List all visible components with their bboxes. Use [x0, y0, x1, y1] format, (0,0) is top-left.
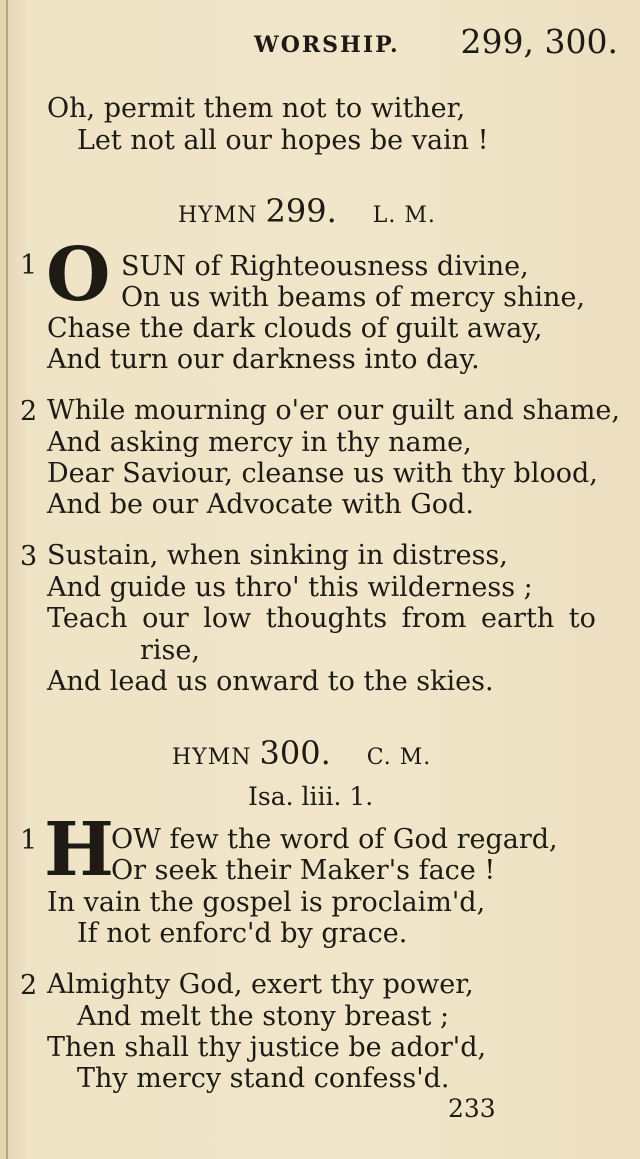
verse-number: 1 [20, 825, 38, 856]
verse-line: OW few the word of God regard, [111, 824, 558, 855]
verse-line: Dear Saviour, cleanse us with thy blood, [47, 458, 598, 489]
verse-number: 2 [20, 396, 38, 427]
running-head-hymn-numbers: 299, 300. [460, 22, 618, 61]
verse-line: Thy mercy stand confess'd. [77, 1063, 450, 1094]
verse-line: Almighty God, exert thy power, [47, 969, 474, 1000]
scripture-reference: Isa. liii. 1. [248, 782, 374, 811]
hymn-299-heading [178, 192, 436, 230]
hymn-meter: C. M. [366, 745, 432, 770]
drop-cap: H [44, 807, 114, 893]
page-number: 233 [448, 1094, 496, 1123]
page-spine-edge [6, 0, 8, 1159]
verse-line: In vain the gospel is proclaim'd, [47, 887, 486, 918]
verse-line: Chase the dark clouds of guilt away, [47, 313, 543, 344]
carryover-line: Let not all our hopes be vain ! [77, 125, 489, 156]
verse-line: And turn our darkness into day. [47, 344, 480, 375]
verse-line: Then shall thy justice be ador'd, [47, 1032, 487, 1063]
verse-number: 3 [20, 541, 38, 572]
hymn-label: HYMN [178, 203, 258, 228]
verse-line: And melt the stony breast ; [77, 1001, 450, 1032]
verse-line: Sustain, when sinking in distress, [47, 540, 508, 571]
verse-line: SUN of Righteousness divine, [121, 251, 529, 282]
running-head-title: WORSHIP. [254, 32, 400, 58]
drop-cap: O [46, 232, 111, 318]
verse-line-runover: rise, [140, 635, 200, 666]
carryover-line: Oh, permit them not to wither, [47, 93, 466, 124]
running-head [250, 22, 620, 62]
hymn-label: HYMN [172, 745, 252, 770]
verse-line: And be our Advocate with God. [47, 489, 474, 520]
verse-line: And guide us thro' this wilderness ; [47, 572, 533, 603]
verse-line: Or seek their Maker's face ! [111, 855, 496, 886]
verse-line: While mourning o'er our guilt and shame, [47, 395, 620, 426]
verse-number: 2 [20, 970, 38, 1001]
hymn-number: 299. [265, 192, 337, 230]
hymn-300-heading [172, 734, 431, 772]
verse-line: On us with beams of mercy shine, [121, 282, 586, 313]
verse-line: Teach our low thoughts from earth to [47, 603, 596, 634]
hymn-meter: L. M. [372, 203, 436, 228]
hymn-number: 300. [259, 734, 331, 772]
verse-line: And asking mercy in thy name, [47, 427, 472, 458]
verse-number: 1 [20, 250, 38, 281]
verse-line: If not enforc'd by grace. [77, 918, 408, 949]
verse-line: And lead us onward to the skies. [47, 666, 494, 697]
